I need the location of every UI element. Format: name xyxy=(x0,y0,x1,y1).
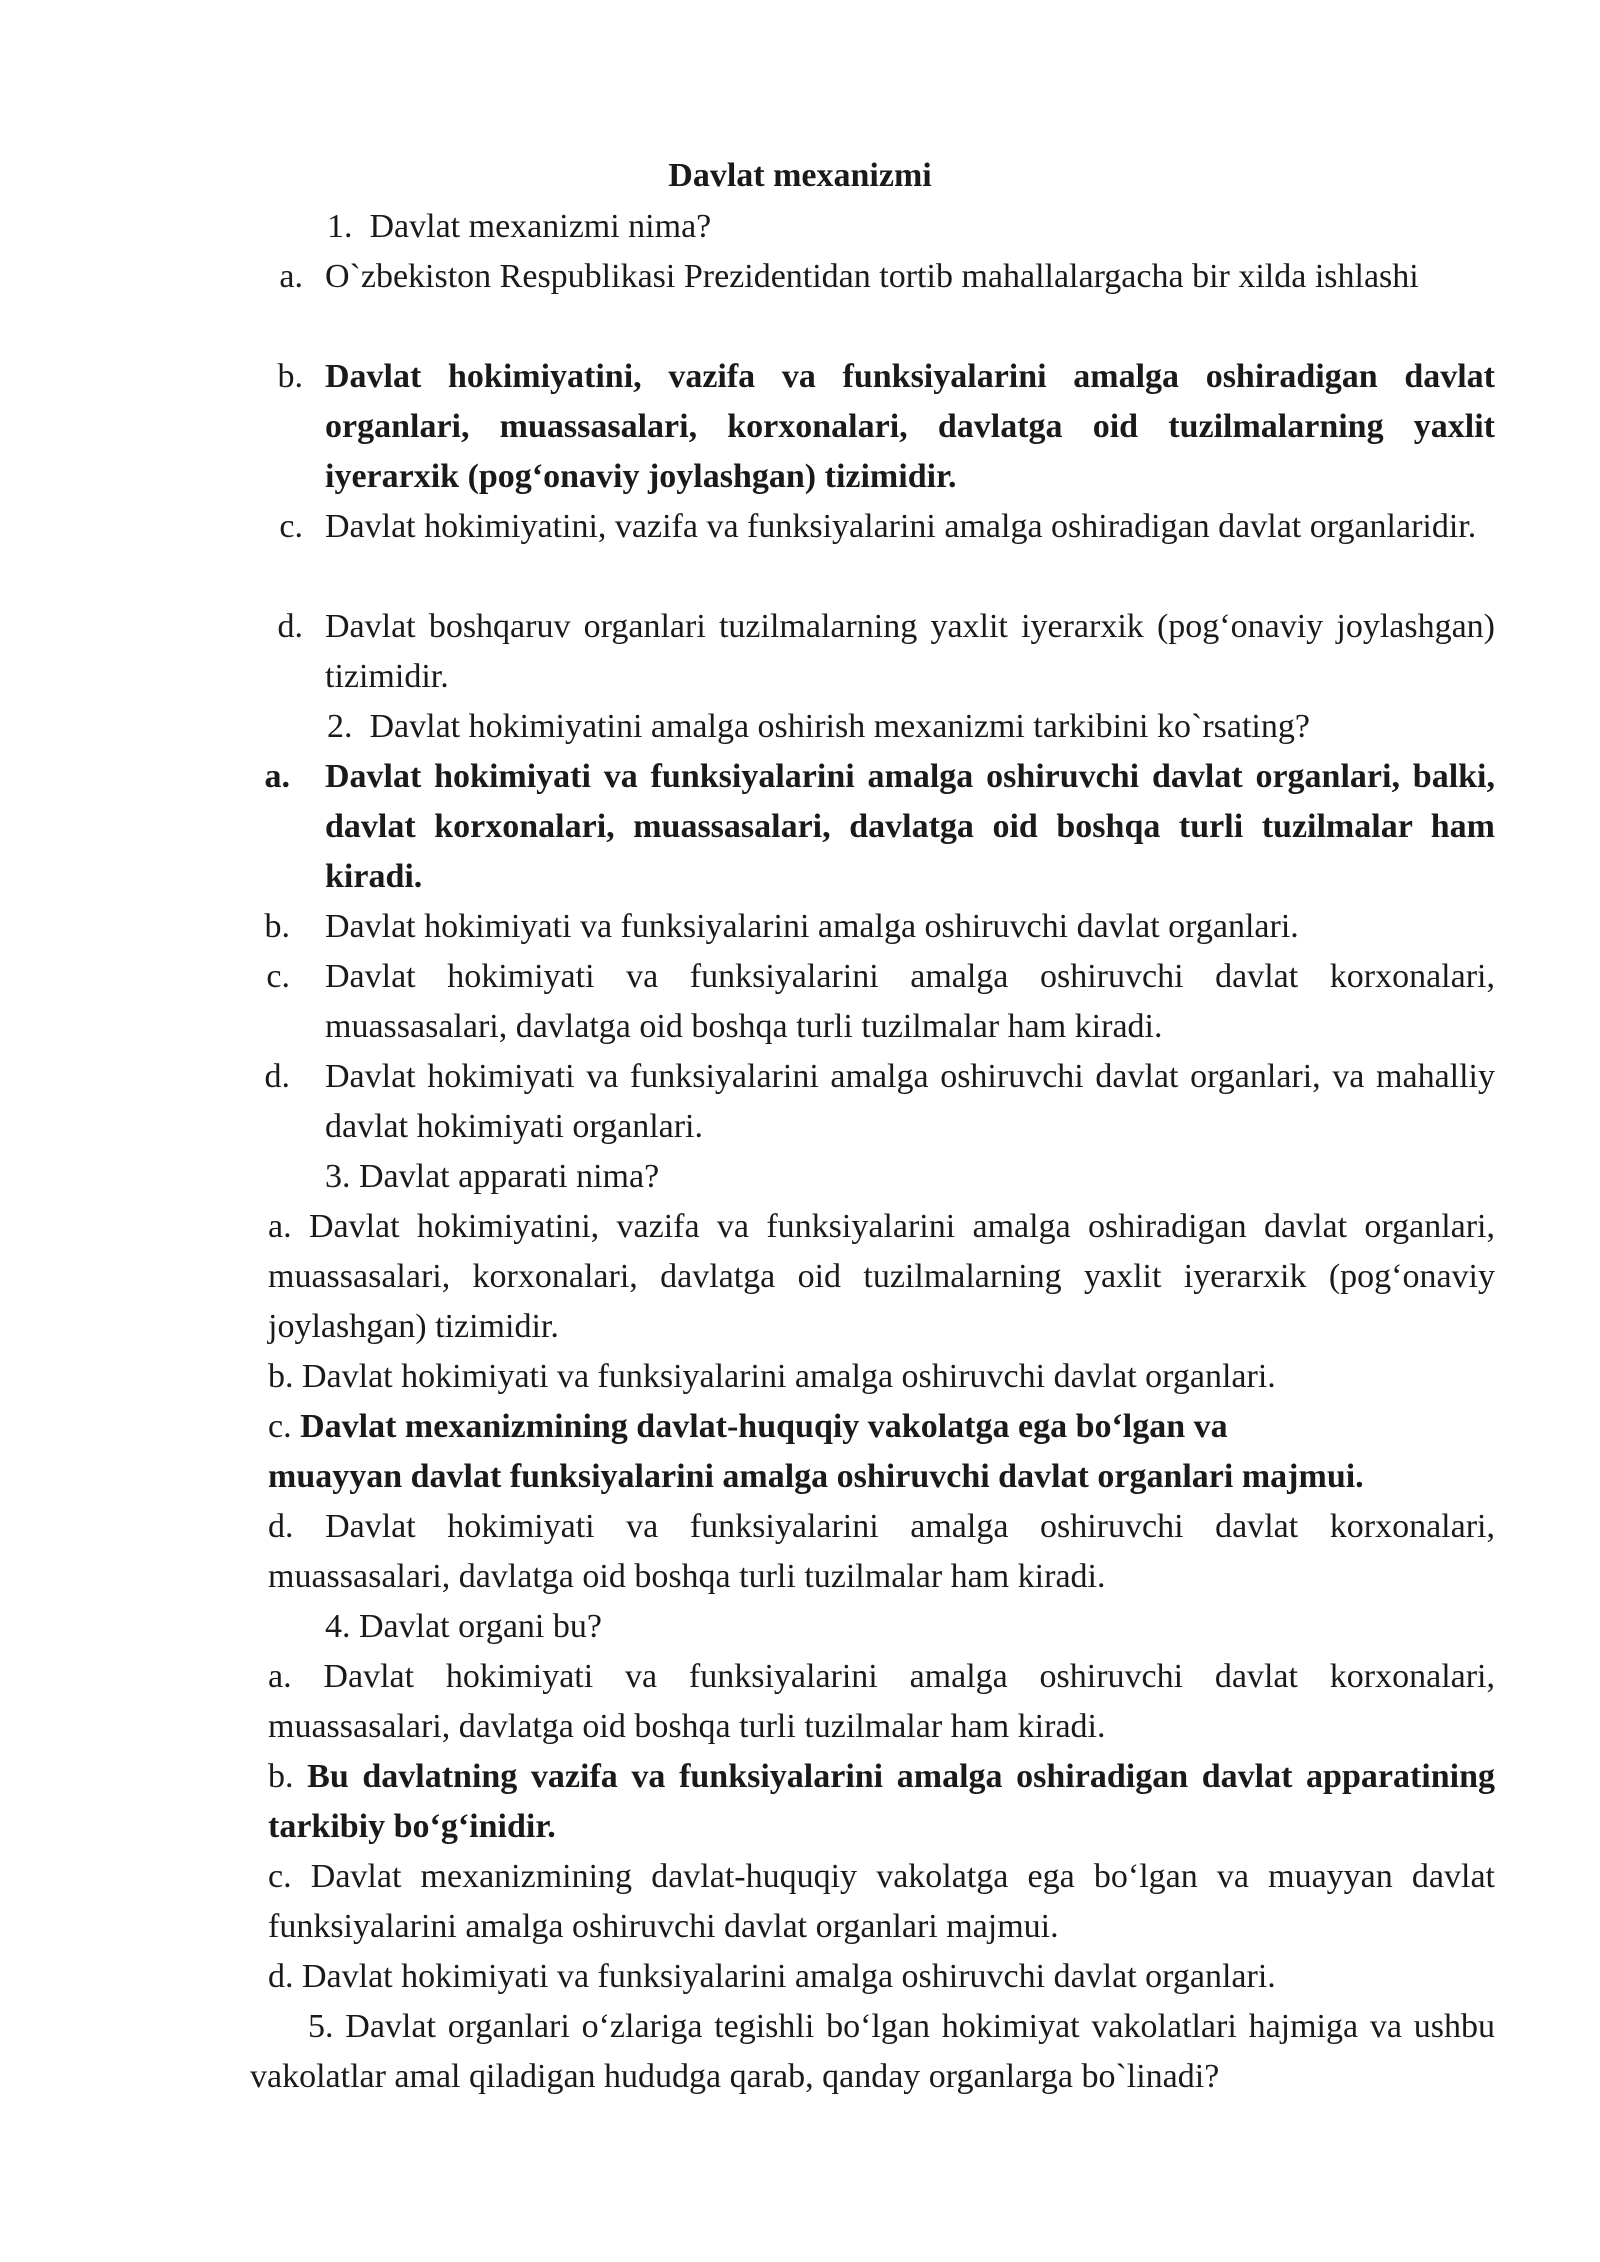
question-2 xyxy=(327,702,1310,752)
option-letter: d. xyxy=(268,1508,294,1545)
question-text: Davlat hokimiyatini amalga oshirish mexanizmi tarkibini ko`rsating? xyxy=(369,708,1310,745)
q3-option-c-line2: muayyan davlat funksiyalarini amalga oshiruvchi davlat organlari majmui. xyxy=(268,1458,1364,1495)
q4-option-b xyxy=(268,1752,1495,1852)
q4-option-c xyxy=(268,1852,1495,1952)
option-letter: d. xyxy=(277,608,303,645)
option-letter: b. xyxy=(277,358,303,395)
option-letter: a. xyxy=(264,758,290,795)
option-text: Davlat hokimiyati va funksiyalarini amalga oshiruvchi davlat organlari, va mahalliy davlat hokimiyati organlari. xyxy=(325,1058,1495,1145)
question-text: Davlat mexanizmi nima? xyxy=(369,208,712,245)
option-text-correct: Davlat mexanizmining davlat-huquqiy vakolatga ega bo‘lgan va xyxy=(300,1408,1228,1445)
option-text-correct: Davlat hokimiyatini, vazifa va funksiyalarini amalga oshiradigan davlat organlari, muassasalari, korxonalari, davlatga oid tuzilmalarning yaxlit iyerarxik (pog‘onaviy joylashgan) tizimidir. xyxy=(325,358,1495,495)
q4-option-a xyxy=(268,1652,1495,1752)
q3-option-a xyxy=(268,1202,1495,1352)
page-title: Davlat mexanizmi xyxy=(668,157,932,194)
question-4: 4. Davlat organi bu? xyxy=(325,1608,602,1645)
question-1 xyxy=(327,202,711,252)
option-text: Davlat hokimiyatini, vazifa va funksiyalarini amalga oshiradigan davlat organlari, muassasalari, korxonalari, davlatga oid tuzilmalarning yaxlit iyerarxik (pog‘onaviy joylashgan) tizimidir. xyxy=(268,1208,1496,1345)
option-text: Davlat hokimiyati va funksiyalarini amalga oshiruvchi davlat korxonalari, muassasalari, davlatga oid boshqa turli tuzilmalar ham kiradi. xyxy=(268,1658,1496,1745)
option-text: Davlat hokimiyati va funksiyalarini amalga oshiruvchi davlat organlari. xyxy=(302,1958,1276,1995)
option-letter: d. xyxy=(268,1958,294,1995)
option-text: Davlat mexanizmining davlat-huquqiy vakolatga ega bo‘lgan va muayyan davlat funksiyalarini amalga oshiruvchi davlat organlari majmui. xyxy=(268,1858,1496,1945)
option-text-correct: Bu davlatning vazifa va funksiyalarini amalga oshiradigan davlat apparatining tarkibiy bo‘g‘inidir. xyxy=(268,1758,1495,1845)
option-text: Davlat hokimiyati va funksiyalarini amalga oshiruvchi davlat organlari. xyxy=(302,1358,1276,1395)
question-5: 5. Davlat organlari o‘zlariga tegishli bo‘lgan hokimiyat vakolatlari hajmiga va ushbu vakolatlar amal qiladigan hududga qarab, qanday organlarga bo`linadi? xyxy=(250,2008,1495,2095)
q3-option-b xyxy=(268,1352,1495,1402)
option-letter: c. xyxy=(266,958,290,995)
option-letter: b. xyxy=(264,908,290,945)
option-letter: a. xyxy=(268,1208,292,1245)
q4-option-d xyxy=(268,1952,1495,2002)
option-text-correct: Davlat hokimiyati va funksiyalarini amalga oshiruvchi davlat organlari, balki, davlat korxonalari, muassasalari, davlatga oid boshqa turli tuzilmalar ham kiradi. xyxy=(325,758,1495,895)
option-letter: a. xyxy=(279,258,303,295)
q3-option-c xyxy=(268,1402,1228,1452)
option-text: Davlat boshqaruv organlari tuzilmalarning yaxlit iyerarxik (pog‘onaviy joylashgan) tizimidir. xyxy=(325,608,1495,695)
option-text: O`zbekiston Respublikasi Prezidentidan tortib mahallalargacha bir xilda ishlashi xyxy=(325,258,1419,295)
option-letter: b. xyxy=(268,1758,294,1795)
option-letter: c. xyxy=(279,508,303,545)
option-text: Davlat hokimiyati va funksiyalarini amalga oshiruvchi davlat organlari. xyxy=(325,908,1299,945)
question-number: 1. xyxy=(327,208,353,245)
option-letter: c. xyxy=(268,1408,292,1445)
option-letter: d. xyxy=(264,1058,290,1095)
question-number: 2. xyxy=(327,708,353,745)
option-text: Davlat hokimiyati va funksiyalarini amalga oshiruvchi davlat korxonalari, muassasalari, davlatga oid boshqa turli tuzilmalar ham kiradi. xyxy=(268,1508,1495,1595)
q3-option-d xyxy=(268,1502,1495,1602)
option-letter: b. xyxy=(268,1358,294,1395)
question-3: 3. Davlat apparati nima? xyxy=(325,1158,660,1195)
option-letter: a. xyxy=(268,1658,292,1695)
option-text: Davlat hokimiyati va funksiyalarini amalga oshiruvchi davlat korxonalari, muassasalari, davlatga oid boshqa turli tuzilmalar ham kiradi. xyxy=(325,958,1495,1045)
option-text: Davlat hokimiyatini, vazifa va funksiyalarini amalga oshiradigan davlat organlaridir. xyxy=(325,508,1477,545)
option-letter: c. xyxy=(268,1858,292,1895)
